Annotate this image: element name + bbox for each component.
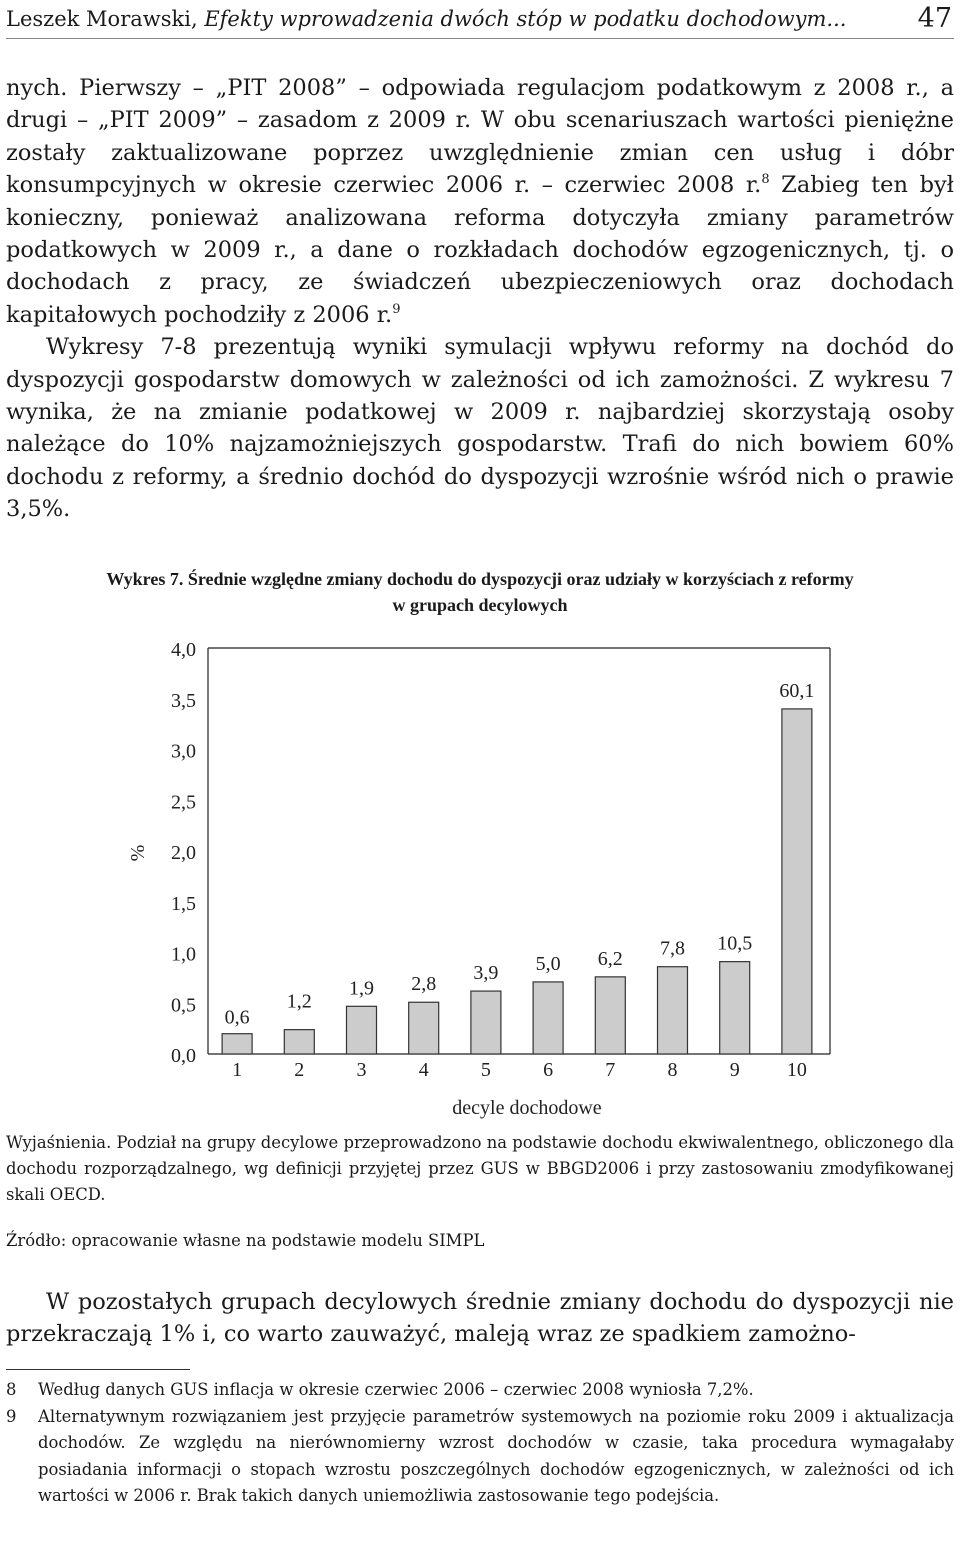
footnote-8 <box>6 1377 954 1404</box>
x-tick-label: 5 <box>480 1059 491 1081</box>
y-tick-label: 1,0 <box>171 943 196 966</box>
y-tick-label: 0,0 <box>171 1045 196 1067</box>
bar <box>409 1002 439 1054</box>
header-author-title <box>6 4 846 34</box>
bar <box>658 967 688 1054</box>
paragraph-1-part-a: nych. Pierwszy – „PIT 2008” – odpowiada regulacjom podatkowym z 2008 r., a drugi – „PIT 2009” – zasadom z 2009 r. W obu scenariuszach wartości pieniężne zostały zaktualizowane poprzez uwzględnienie zmian cen usług i dóbr konsumpcyjnych w okresie czerwiec 2006 r. – czerwiec 2008 r. <box>6 75 954 199</box>
figure-caption-line-1: Wykres 7. Średnie względne zmiany dochodu do dyspozycji oraz udziały w korzyściach z reformy <box>106 569 854 589</box>
y-tick-label: 0,5 <box>171 994 196 1017</box>
footnote-number: 9 <box>6 1406 17 1426</box>
bar-data-label: 0,6 <box>224 1006 250 1029</box>
body-text-bottom <box>6 1286 954 1351</box>
x-tick-label: 1 <box>232 1059 243 1081</box>
bar <box>347 1006 377 1054</box>
x-tick-label: 3 <box>356 1059 367 1081</box>
body-text-top <box>6 72 954 526</box>
x-tick-label: 9 <box>729 1059 740 1081</box>
x-tick-label: 7 <box>605 1059 616 1081</box>
y-tick-label: 2,0 <box>171 842 196 864</box>
x-axis-label: decyle dochodowe <box>452 1097 602 1119</box>
bar <box>595 977 625 1054</box>
bar-data-label: 2,8 <box>411 973 437 996</box>
y-tick-label: 2,5 <box>171 791 196 814</box>
y-tick-label: 4,0 <box>171 639 196 661</box>
figure-caption-line-2: w grupach decylowych <box>392 595 568 615</box>
page-number: 47 <box>917 3 952 34</box>
bar <box>533 982 563 1054</box>
x-tick-label: 2 <box>294 1059 305 1081</box>
paragraph-1 <box>6 72 954 331</box>
footnote-ref-8: 8 <box>761 172 770 188</box>
bar <box>471 991 501 1054</box>
bar-data-label: 60,1 <box>779 679 815 702</box>
running-header <box>6 4 954 40</box>
bar-data-label: 10,5 <box>717 932 753 955</box>
x-tick-label: 8 <box>667 1059 678 1081</box>
bar <box>222 1034 252 1054</box>
footnote-rule <box>6 1369 190 1370</box>
bar-data-label: 5,0 <box>535 952 561 975</box>
paragraph-1-part-b: Zabieg ten był konieczny, ponieważ analizowana reforma dotyczyła zmiany parametrów podatkowych w 2009 r., a dane o rozkładach dochodów egzogenicznych, tj. o dochodach z pracy, ze świadczeń ubezpieczeniowych oraz dochodach kapitałowych pochodziły z 2006 r. <box>6 172 954 328</box>
bar <box>284 1030 314 1054</box>
figure-caption <box>0 566 960 618</box>
x-tick-label: 6 <box>543 1059 554 1081</box>
bar <box>782 709 812 1054</box>
footnote-9 <box>6 1404 954 1510</box>
x-tick-label: 4 <box>418 1059 429 1081</box>
y-tick-label: 3,0 <box>171 740 196 763</box>
footnote-ref-9: 9 <box>392 301 401 317</box>
paragraph-3: W pozostałych grupach decylowych średnie zmiany dochodu do dyspozycji nie przekraczają 1% i, co warto zauważyć, maleją wraz ze spadkiem zamożno- <box>6 1289 954 1348</box>
bar-data-label: 1,9 <box>349 977 374 1000</box>
figure-source: Źródło: opracowanie własne na podstawie modelu SIMPL <box>6 1231 485 1250</box>
y-tick-label: 3,5 <box>171 689 196 712</box>
paragraph-2: Wykresy 7-8 prezentują wyniki symulacji wpływu reformy na dochód do dyspozycji gospodarstw domowych w zależności od ich zamożności. Z wykresu 7 wynika, że na zmianie podatkowej w 2009 r. najbardziej skorzystają osoby należące do 10% najzamożniejszych gospodarstw. Trafi do nich bowiem 60% dochodu z reformy, a średnio dochód do dyspozycji wzrośnie wśród nich o prawie 3,5%. <box>6 334 954 523</box>
header-author: Leszek Morawski, <box>6 7 198 31</box>
footnote-text: Według danych GUS inflacja w okresie czerwiec 2006 – czerwiec 2008 wyniosła 7,2%. <box>38 1380 754 1399</box>
x-tick-label: 10 <box>786 1059 807 1081</box>
y-axis-label: % <box>127 844 149 862</box>
bar-data-label: 3,9 <box>473 962 499 985</box>
footnote-text: Alternatywnym rozwiązaniem jest przyjęcie parametrów systemowych na poziomie roku 2009 i aktualizacja dochodów. Ze względu na nierównomierny wzrost dochodów w czasie, taka procedura wymagałaby posiadania informacji o stopach wzrostu poszczególnych dochodów egzogenicznych, w zależności od ich wartości w 2006 r. Brak takich danych uniemożliwia zastosowanie tego podejścia. <box>38 1406 954 1505</box>
figure-notes: Wyjaśnienia. Podział na grupy decylowe przeprowadzono na podstawie dochodu ekwiwalentnego, obliczonego dla dochodu rozporządzalnego, wg definicji przyjętej przez GUS w BBGD2006 i przy zastosowaniu zmodyfikowanej skali OECD. <box>6 1133 955 1204</box>
bar-data-label: 7,8 <box>660 937 685 960</box>
bar-data-label: 1,2 <box>286 990 312 1013</box>
bar-data-label: 6,2 <box>597 947 623 970</box>
footnotes <box>6 1377 954 1510</box>
bar <box>720 962 750 1054</box>
footnote-number: 8 <box>6 1380 17 1399</box>
header-rule <box>6 38 954 39</box>
header-article-title: Efekty wprowadzenia dwóch stóp w podatku dochodowym... <box>204 7 847 31</box>
y-tick-label: 1,5 <box>171 892 196 915</box>
bar-chart <box>0 630 960 1126</box>
